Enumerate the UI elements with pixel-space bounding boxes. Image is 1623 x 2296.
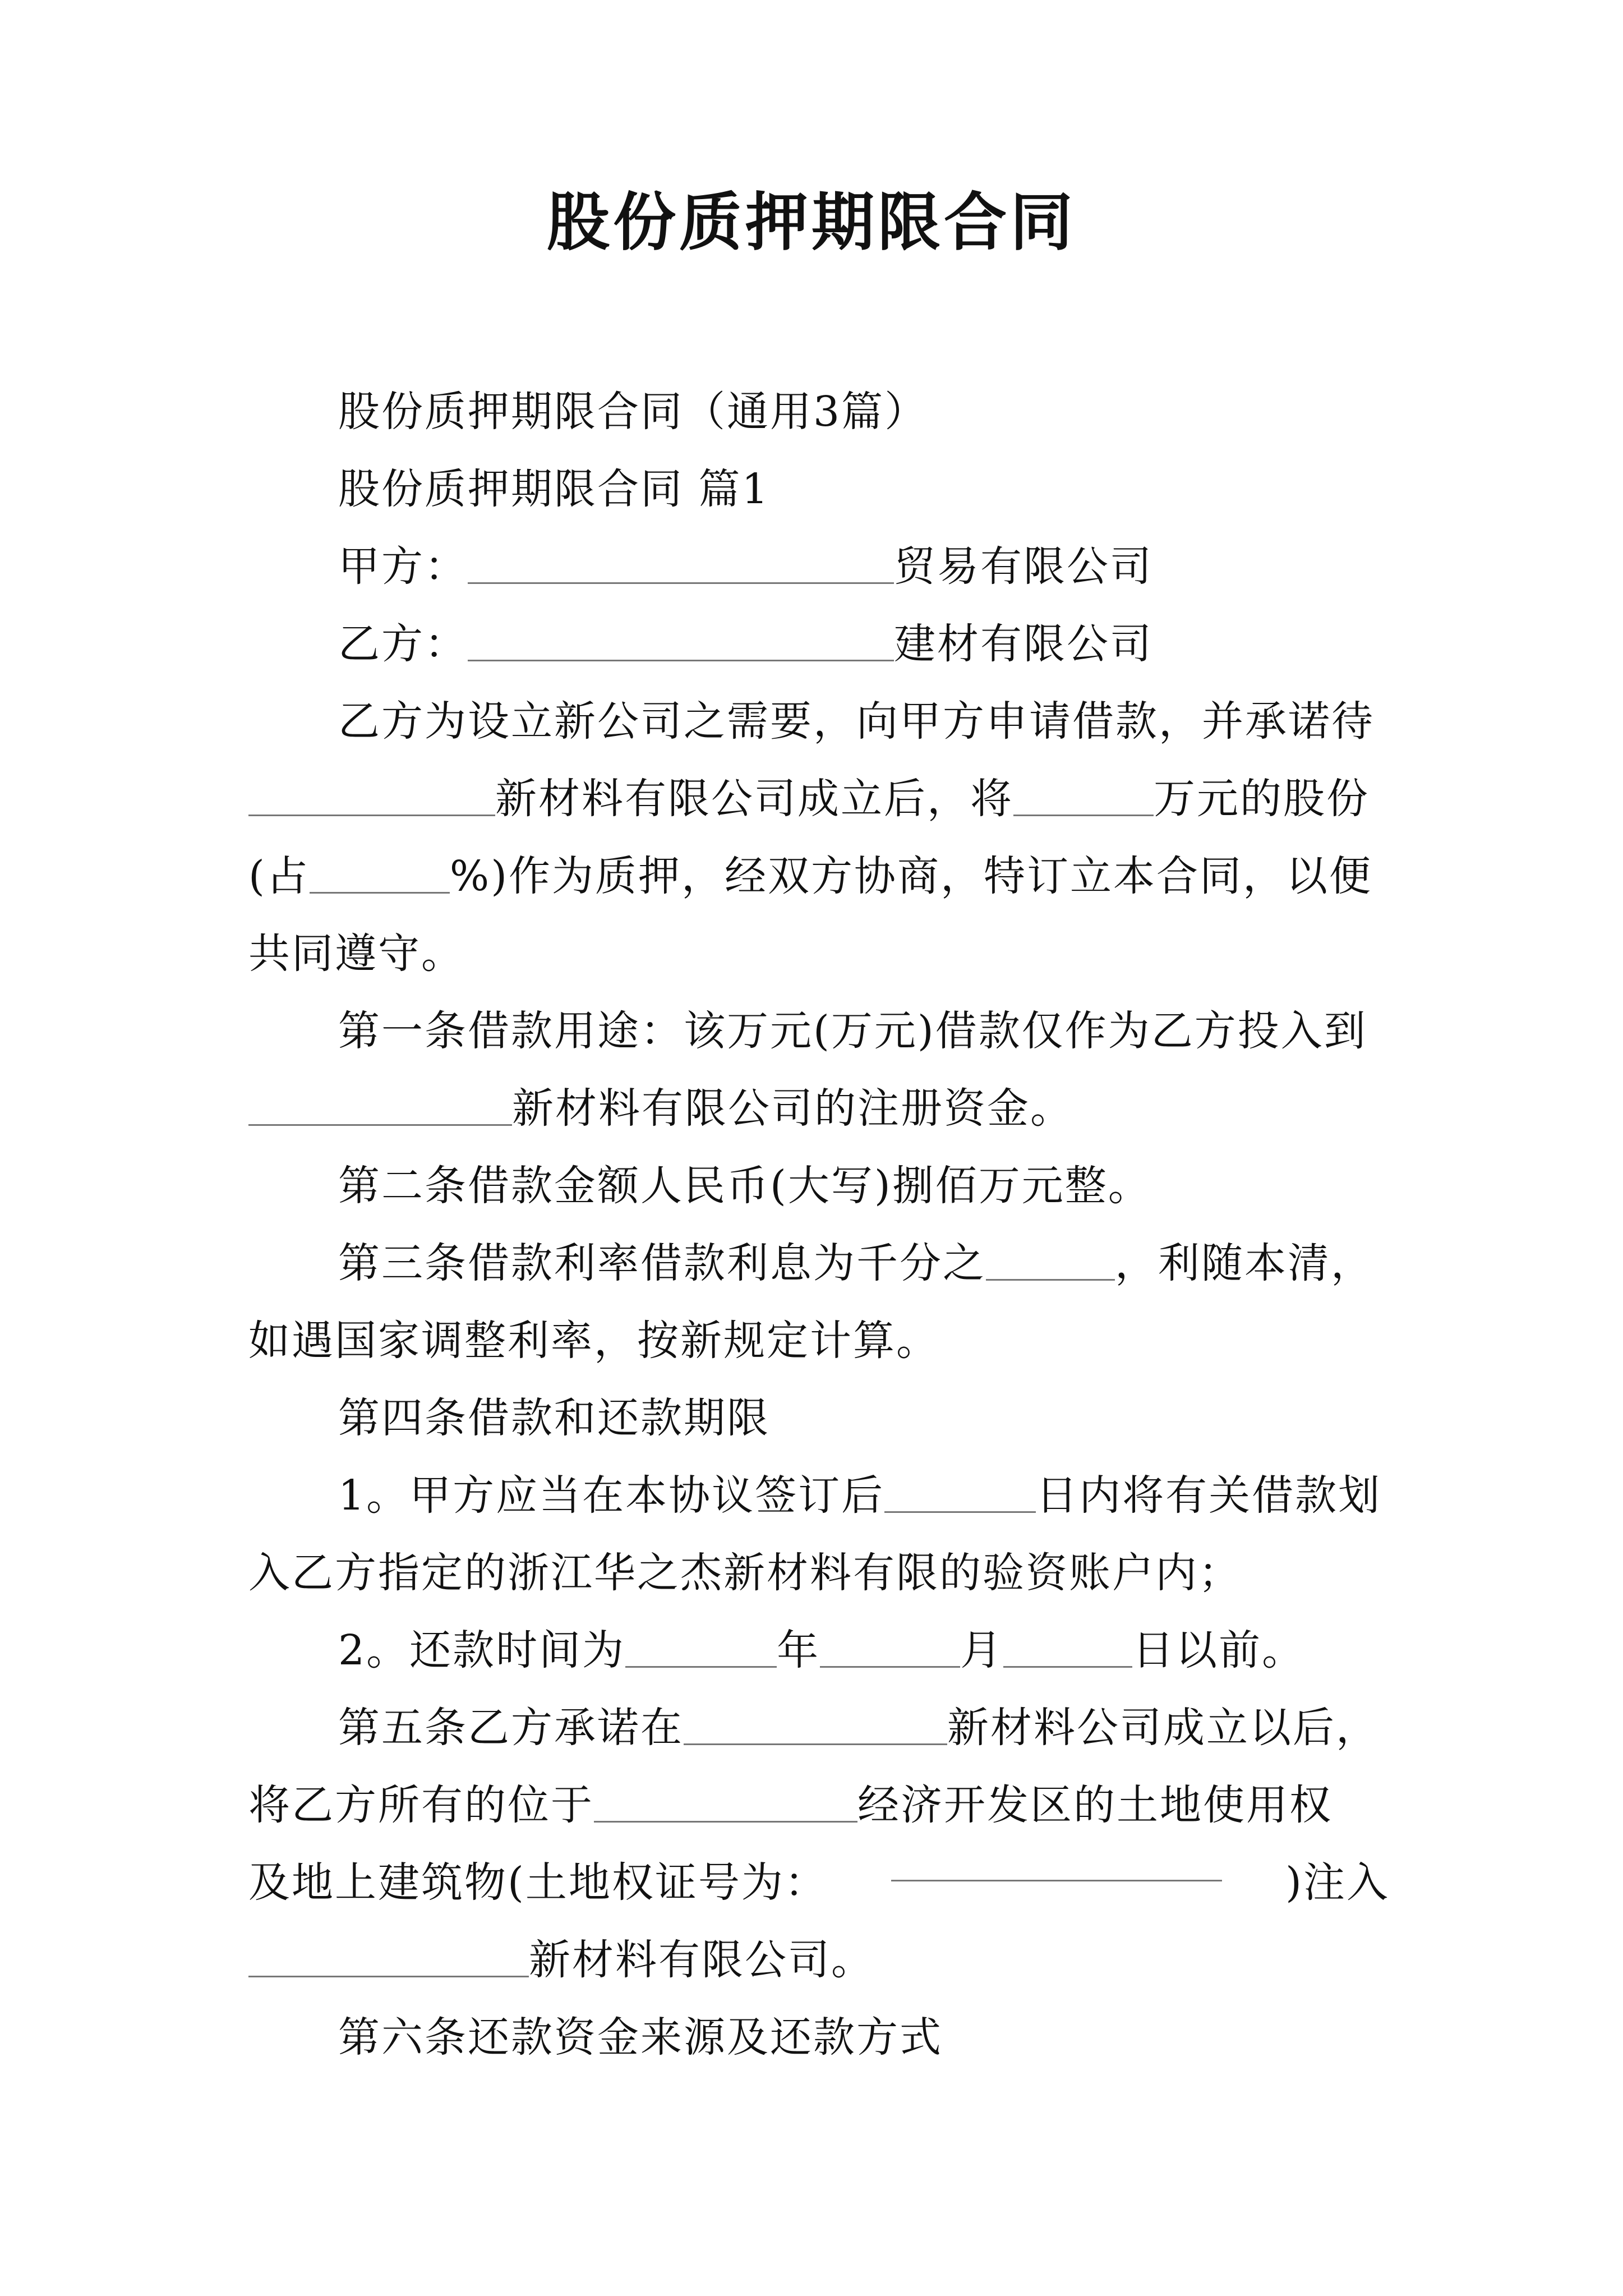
intro-paragraph [248,683,1390,992]
article-3-text-2: ，利随本清，如遇国家调整利率，按新规定计算。 [248,1239,1374,1365]
article-4-item-2-text-4: 日以前。 [1132,1626,1306,1674]
article-4-item-2-text-1: 2。还款时间为 [338,1626,626,1674]
page-title: 股份质押期限合同 [547,186,1076,259]
article-5-text-6: 新材料有限公司。 [529,1936,874,1984]
article-4-item-2-text-3: 月 [960,1626,1004,1674]
article-4-title: 第四条借款和还款期限 [338,1394,770,1442]
article-1-company-blank[interactable] [248,1088,512,1126]
party-b-line [248,605,1390,683]
article-2: 第二条借款金额人民币(大写)捌佰万元整。 [338,1162,1151,1210]
development-zone-blank[interactable] [594,1785,857,1823]
article-1-text-1: 第一条借款用途：该万元(万元)借款仅作为乙方投入到 [338,1007,1367,1055]
share-percent-blank[interactable] [310,856,450,894]
company-name-blank[interactable] [248,779,495,816]
article-5-company-blank[interactable] [684,1708,947,1745]
intro-text-2: 新材料有限公司成立后，将 [495,775,1013,823]
interest-rate-blank[interactable] [986,1243,1115,1281]
section-heading: 股份质押期限合同 篇1 [338,465,770,513]
land-certificate-blank[interactable] [891,1844,1222,1881]
party-b-suffix: 建材有限公司 [894,620,1153,668]
article-5-text-4: 及地上建筑物(土地权证号为： [248,1858,828,1907]
article-3 [248,1225,1390,1379]
article-1-text-2: 新材料有限公司的注册资金。 [512,1084,1073,1133]
party-a-line [248,528,1390,605]
subtitle: 股份质押期限合同（通用3篇） [338,388,928,436]
party-b-label: 乙方： [338,620,468,668]
contract-body [248,373,1390,2076]
article-5-target-company-blank[interactable] [248,1940,529,1977]
repay-year-blank[interactable] [625,1630,777,1668]
intro-text-4: %)作为质押，经双方协商，特订立本合同，以便共同遵守。 [248,852,1373,978]
repay-day-blank[interactable] [1003,1630,1132,1668]
article-5-line-3 [248,1844,1390,1921]
article-5-text-1: 第五条乙方承诺在 [338,1704,684,1752]
article-5-text-2: 新材料公司成立以后，将乙方所有的位于 [248,1704,1379,1829]
party-b-blank[interactable] [468,624,894,661]
loan-days-blank[interactable] [884,1475,1036,1513]
article-1 [248,992,1390,1147]
intro-text-3: 万元的股份(占 [248,775,1370,900]
party-a-blank[interactable] [468,546,894,584]
article-6: 第六条还款资金来源及还款方式 [338,2013,943,2062]
intro-text-1: 乙方为设立新公司之需要，向甲方申请借款，并承诺待 [338,697,1375,746]
article-5 [248,1689,1390,1844]
article-4-item-1 [248,1457,1390,1612]
party-a-suffix: 贸易有限公司 [894,542,1153,591]
article-4-item-2 [248,1612,1390,1689]
article-5-line-4 [248,1921,1390,1999]
share-amount-blank[interactable] [1013,779,1154,816]
article-4-item-1-text-1: 1。甲方应当在本协议签订后 [338,1471,885,1520]
repay-month-blank[interactable] [820,1630,960,1668]
article-5-text-3: 经济开发区的土地使用权 [857,1781,1332,1829]
article-5-text-5: )注入 [1285,1858,1390,1907]
article-3-text-1: 第三条借款利率借款利息为千分之 [338,1239,986,1287]
party-a-label: 甲方： [338,542,468,591]
article-4-item-2-text-2: 年 [777,1626,820,1674]
article-4-item-1-text-2: 日内将有关借款划入乙方指定的浙江华之杰新材料有限的验资账户内； [248,1471,1382,1597]
